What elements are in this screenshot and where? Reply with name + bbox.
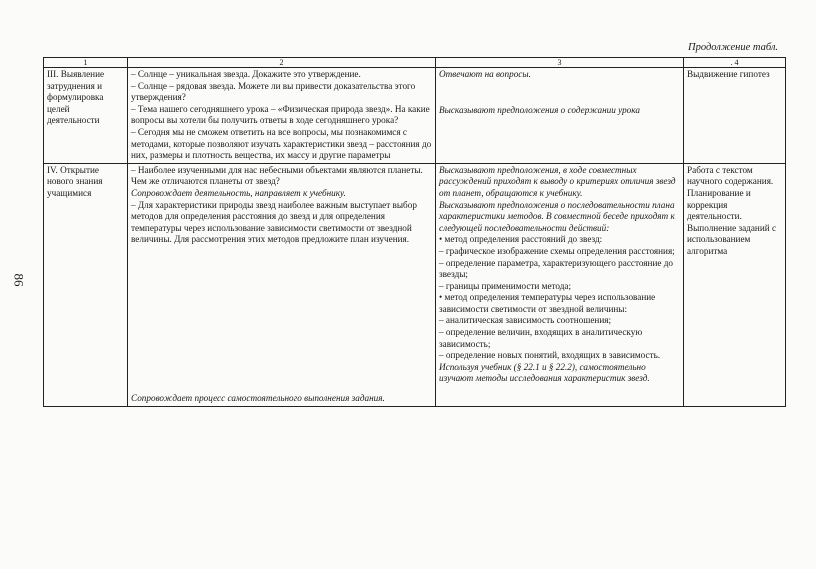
- student-line: Используя учебник (§ 22.1 и § 22.2), самостоятельно изучают методы исследования характеристик звезд.: [439, 361, 650, 384]
- teacher-line: – Сегодня мы не сможем ответить на все вопросы, мы познакомимся с методами, которые позволяют изучать характеристики звезд – расстояния до них, размеры и плотность вещества, их массу и другие параметры: [131, 126, 432, 161]
- table-row: [44, 68, 786, 164]
- student-line: Высказывают предположения о содержании урока: [439, 104, 640, 115]
- spacer: [439, 81, 680, 105]
- teacher-line: – Солнце – уникальная звезда. Докажите это утверждение.: [131, 69, 361, 79]
- column-header: 3: [436, 58, 684, 68]
- student-activity-cell: [436, 163, 684, 406]
- uud-cell: Выдвижение гипотез: [684, 68, 786, 164]
- student-line: • метод определения температуры через использование зависимости светимости от звездной величины:: [439, 292, 656, 314]
- student-line: – определение величин, входящих в аналитическую зависимость;: [439, 327, 643, 349]
- student-line: Высказывают предположения, в ходе совместных рассуждений приходят к выводу о критериях отличия звезд от планет, обращаются к учебнику.: [439, 164, 676, 198]
- teacher-line: Сопровождает процесс самостоятельного выполнения задания.: [131, 392, 385, 403]
- teacher-line: – Тема нашего сегодняшнего урока – «Физическая природа звезд». На какие вопросы вы хотели бы получить ответы в ходе сегодняшнего урока?: [131, 103, 430, 126]
- column-header: . 4: [684, 58, 786, 68]
- column-header: 1: [44, 58, 128, 68]
- student-line: – определение параметра, характеризующего расстояние до звезды;: [439, 257, 674, 280]
- stage-cell: III. Выявление затруднения и формулировка целей деятельности: [44, 68, 128, 164]
- stage-cell: IV. Открытие нового знания учащимися: [44, 163, 128, 406]
- uud-line: Планирование и коррекция деятельности.: [687, 187, 751, 222]
- student-line: – аналитическая зависимость соотношения;: [439, 315, 612, 326]
- student-line: – графическое изображение схемы определения расстояния;: [439, 245, 675, 256]
- teacher-activity-cell: [128, 163, 436, 406]
- teacher-line: – Наиболее изученными для нас небесными объектами являются планеты. Чем же отличаются планеты от звезд?: [131, 164, 423, 187]
- uud-cell: [684, 163, 786, 406]
- student-activity-cell: [436, 68, 684, 164]
- page-number: 86: [11, 273, 27, 287]
- uud-line: Работа с текстом научного содержания.: [687, 164, 774, 187]
- teacher-line: Сопровождает деятельность, направляет к учебнику.: [131, 187, 346, 198]
- student-line: Отвечают на вопросы.: [439, 69, 531, 79]
- table-row: [44, 163, 786, 406]
- teacher-line: – Для характеристики природы звезд наиболее важным выступает выбор методов для определения расстояния до звезд и для определения температуры через использование зависимости светимости от звездной величины. Для рассмотрения этих методов предложите план изучения.: [131, 199, 417, 245]
- table-header-row: [44, 58, 786, 68]
- student-line: • метод определения расстояний до звезд:: [439, 234, 603, 245]
- student-line: – определение новых понятий, входящих в зависимость.: [439, 350, 661, 361]
- student-line: – границы применимости метода;: [439, 280, 572, 291]
- teacher-activity-cell: [128, 68, 436, 164]
- uud-line: Выполнение заданий с использованием алгоритма: [687, 222, 777, 256]
- student-line: Высказывают предположения о последовательности плана характеристики методов. В совместной беседе приходят к следующей последовательности действий:: [439, 199, 675, 233]
- lesson-table: [43, 57, 786, 407]
- column-header: 2: [128, 58, 436, 68]
- spacer: [131, 246, 432, 393]
- teacher-line: – Солнце – рядовая звезда. Можете ли вы привести доказательства этого утверждения?: [131, 80, 416, 103]
- continuation-label: Продолжение табл.: [688, 42, 779, 53]
